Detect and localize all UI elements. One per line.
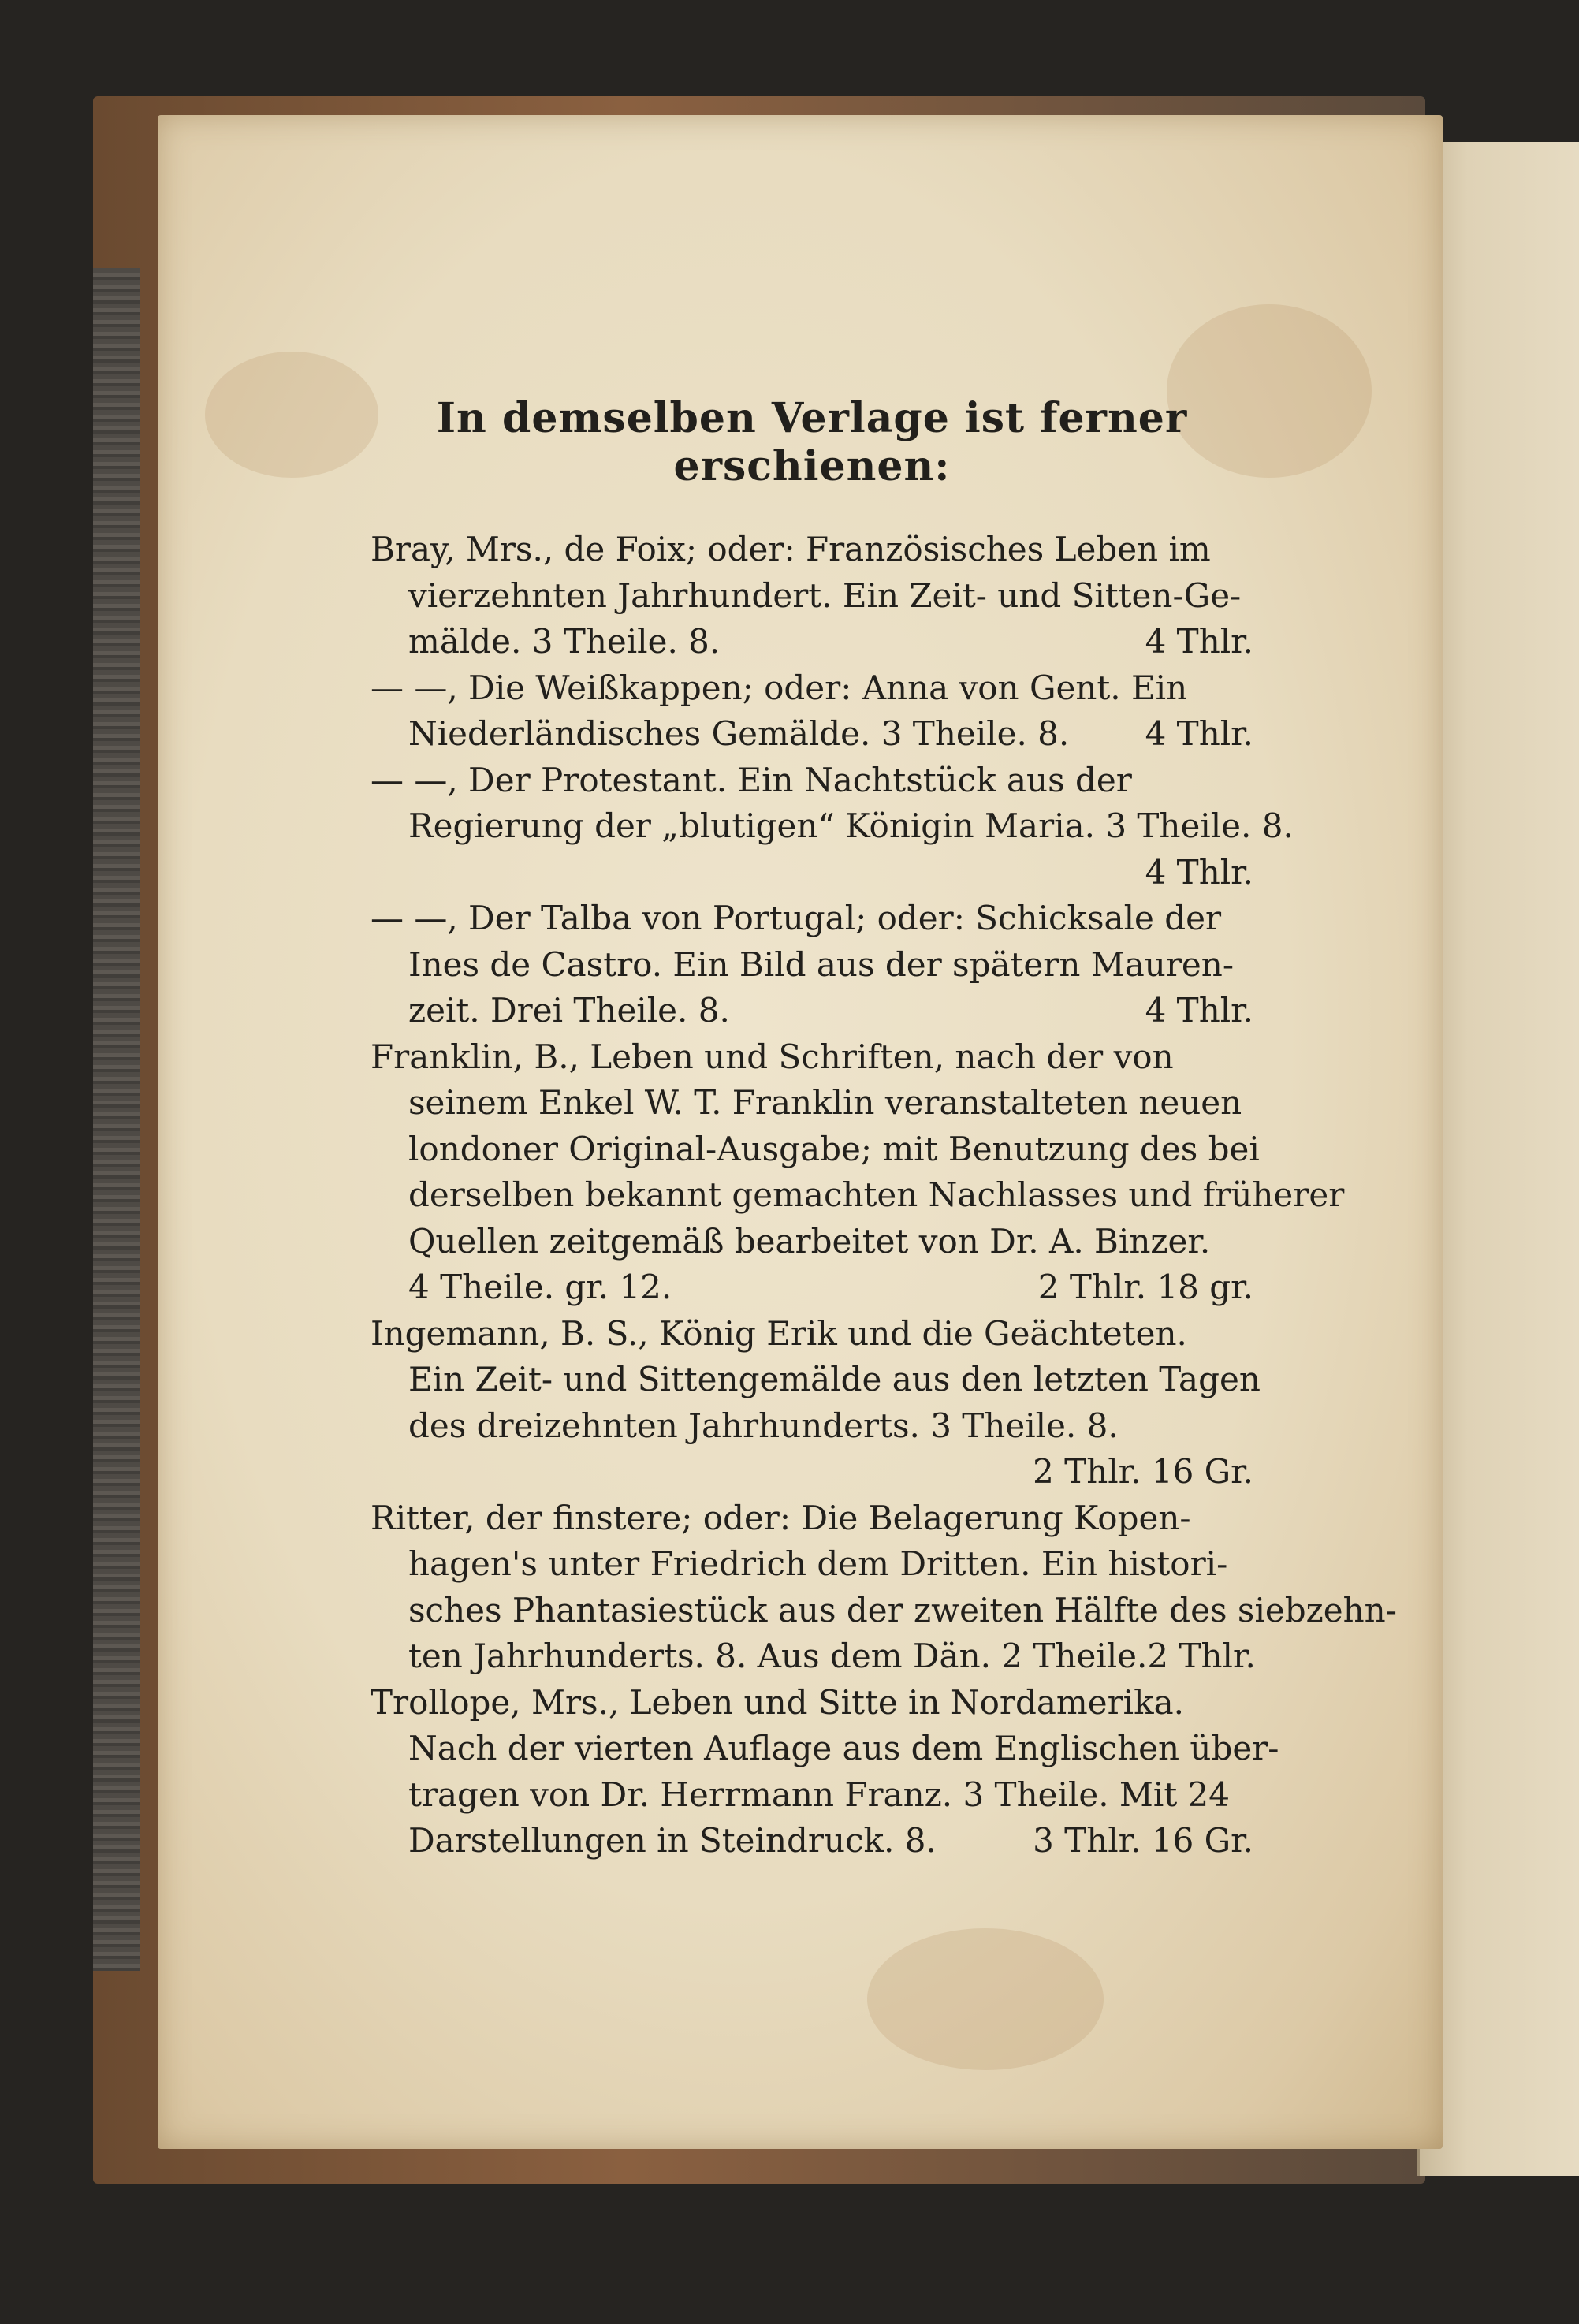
catalog-entry [371,1034,1345,1311]
catalog-entry [371,665,1253,758]
entry-line: ten Jahrhunderts. 8. Aus dem Dän. 2 Theile. [408,1637,1148,1675]
entry-line: Franklin, B., Leben und Schriften, nach der von [371,1037,1174,1076]
catalog-entry [371,1495,1397,1680]
entry-line: 4 Theile. gr. 12. [408,1268,672,1306]
entry-line: Regierung der „blutigen“ Königin Maria. 3 Theile. 8. [408,806,1294,845]
entry-last-line [371,1633,1256,1680]
catalog-entry [371,896,1253,1034]
entry-line: derselben bekannt gemachten Nachlasses und früherer [408,1175,1345,1214]
entry-line: Ritter, der finstere; oder: Die Belagerung Kopen- [371,1498,1191,1537]
cover-marbled-edge [93,268,140,1971]
entry-line: Ingemann, B. S., König Erik und die Geächteten. [371,1313,1187,1353]
entry-price: 2 Thlr. [1147,1637,1256,1675]
entry-price: 4 Thlr. [1145,714,1253,753]
entry-line: — —, Der Talba von Portugal; oder: Schicksale der [371,899,1222,937]
catalog-entry [371,758,1294,896]
entry-line: Ein Zeit- und Sittengemälde aus den letzten Tagen [408,1360,1261,1398]
entry-last-line [371,1264,1253,1311]
entry-last-line [371,619,1253,665]
entry-last-line [371,1818,1253,1864]
entry-line: des dreizehnten Jahrhunderts. 3 Theile. 8. [408,1406,1119,1445]
entry-line: Darstellungen in Steindruck. 8. [408,1821,937,1860]
entry-line: Nach der vierten Auflage aus dem Englischen über- [408,1729,1279,1767]
entry-line: Ines de Castro. Ein Bild aus der spätern Mauren- [408,944,1235,984]
catalog-entry [371,527,1253,665]
entry-line: sches Phantasiestück aus der zweiten Hälfte des siebzehn- [408,1590,1397,1629]
entry-price: 2 Thlr. 18 gr. [1037,1268,1253,1306]
entry-price: 2 Thlr. 16 Gr. [1033,1452,1253,1491]
entry-line: tragen von Dr. Herrmann Franz. 3 Theile. Mit 24 [408,1775,1231,1814]
catalog-entry [371,1680,1279,1864]
page-stain [867,1928,1104,2070]
entry-line: hagen's unter Friedrich dem Dritten. Ein histori- [408,1544,1228,1583]
entry-line: vierzehnten Jahrhundert. Ein Zeit- und Sitten-Ge- [408,575,1242,615]
entry-line: zeit. Drei Theile. 8. [408,991,730,1030]
entry-last-line [371,988,1253,1034]
page-heading: In demselben Verlage ist ferner erschienen: [436,394,1188,490]
page-stain [205,352,378,478]
entry-line: Quellen zeitgemäß bearbeitet von Dr. A. Binzer. [408,1221,1211,1261]
entry-price: 4 Thlr. [1145,991,1253,1030]
entry-price: 4 Thlr. [1145,622,1253,661]
entry-line: — —, Der Protestant. Ein Nachtstück aus der [371,760,1132,799]
entry-line: Niederländisches Gemälde. 3 Theile. 8. [408,714,1070,753]
entry-price: 3 Thlr. 16 Gr. [1033,1821,1253,1860]
entry-last-line [371,711,1253,758]
entry-line: mälde. 3 Theile. 8. [408,622,721,661]
entry-line: seinem Enkel W. T. Franklin veranstalteten neuen [408,1083,1242,1122]
advertisement-list [371,394,1397,1864]
entry-line: — —, Die Weißkappen; oder: Anna von Gent. Ein [371,668,1188,707]
catalog-entry [371,1311,1261,1495]
entry-line: Trollope, Mrs., Leben und Sitte in Nordamerika. [371,1682,1184,1722]
entry-line: londoner Original-Ausgabe; mit Benutzung des bei [408,1129,1260,1168]
entry-line: Bray, Mrs., de Foix; oder: Französisches Leben im [371,530,1211,568]
entry-price: 4 Thlr. [1145,852,1253,892]
